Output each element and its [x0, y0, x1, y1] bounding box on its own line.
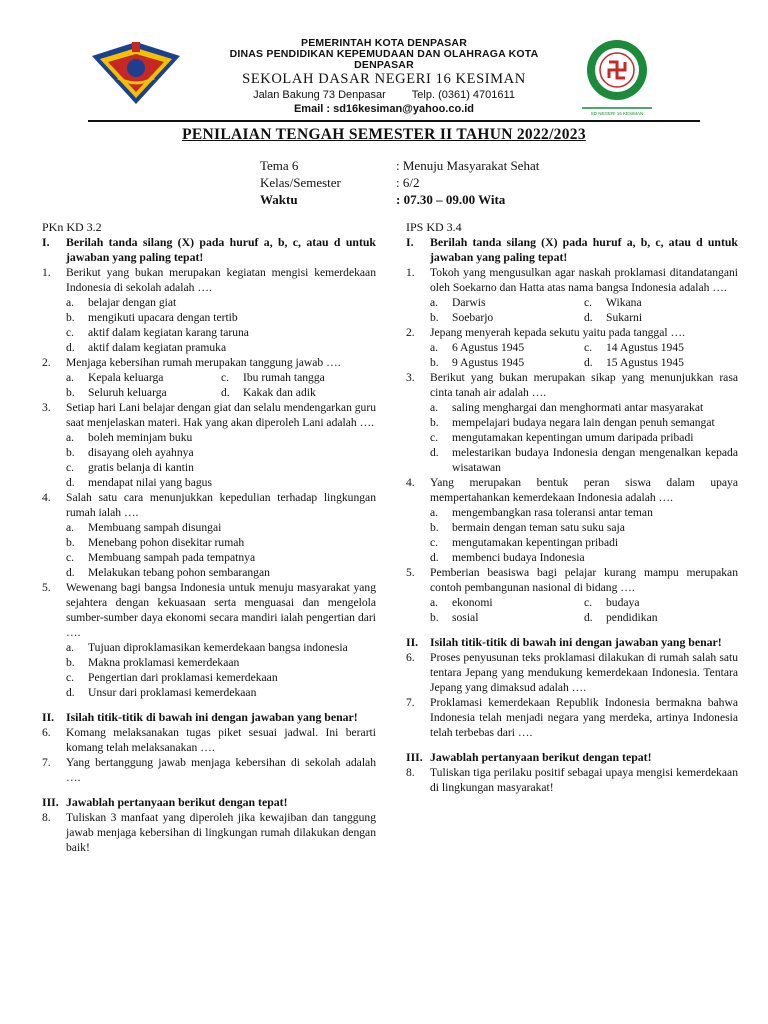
option: a. saling menghargai dan menghormati antar masyarakat [430, 400, 738, 415]
option-text: sosial [452, 611, 479, 624]
question-text: Proses penyusunan teks proklamasi dilakukan di rumah salah satu tentara Jepang yang mendukung kemerdekaan Indonesia. Tentara Jepang yang dimaksud adalah …. [430, 651, 738, 694]
option: c. gratis belanja di kantin [66, 460, 376, 475]
option: d. Unsur dari proklamasi kemerdekaan [66, 685, 376, 700]
question-number: 2. [406, 326, 415, 339]
option-text: disayang oleh ayahnya [88, 446, 194, 459]
option: a. mengembangkan rasa toleransi antar teman [430, 505, 738, 520]
info-value: : 07.30 – 09.00 Wita [396, 192, 506, 207]
question [406, 475, 738, 505]
answer-options [66, 295, 376, 355]
option-text: 15 Agustus 1945 [606, 356, 684, 369]
answer-options [430, 505, 738, 565]
question-text: Jepang menyerah kepada sekutu yaitu pada tanggal …. [430, 326, 685, 339]
info-row-time [260, 191, 539, 208]
header-divider [88, 120, 700, 122]
option: a. Membuang sampah disungai [66, 520, 376, 535]
option: d. melestarikan budaya Indonesia dengan mengenalkan kepada wisatawan [430, 446, 738, 474]
answer-options [66, 430, 376, 490]
option-text: Darwis [452, 296, 486, 309]
info-row-theme [260, 157, 539, 174]
school-logo-caption: SD NEGERI 16 KESIMAN [590, 111, 644, 116]
section-number: I. [42, 235, 50, 249]
section-instruction [406, 235, 738, 265]
question-text: Tuliskan tiga perilaku positif sebagai upaya mengisi kemerdekaan di lingkungan masyarakat! [430, 766, 738, 794]
option-text: aktif dalam kegiatan pramuka [88, 341, 227, 354]
option-text: Membuang sampah disungai [88, 521, 222, 534]
info-label: Tema 6 [260, 158, 299, 173]
section-instruction [42, 235, 376, 265]
question [406, 695, 738, 740]
question-text: Yang merupakan bentuk peran siswa dalam upaya mempertahankan kemerdekaan Indonesia adalah …. [430, 476, 738, 504]
option-text: Membuang sampah pada tempatnya [88, 551, 256, 564]
option-text: Kepala keluarga [88, 371, 164, 384]
question-text: Salah satu cara menunjukkan kepedulian terhadap lingkungan rumah ialah …. [66, 491, 376, 519]
option-text: Menebang pohon disekitar rumah [88, 536, 245, 549]
question-number: 1. [406, 266, 415, 279]
info-value: : 6/2 [396, 175, 420, 190]
section-number: I. [406, 235, 414, 249]
option: a. Darwis [430, 296, 486, 309]
option: a. Tujuan diproklamasikan kemerdekaan bangsa indonesia [66, 640, 376, 655]
option: c. mengutamakan kepentingan umum daripada pribadi [430, 430, 738, 445]
city-name: DENPASAR [354, 59, 414, 71]
agency-name: DINAS PENDIDIKAN KEPEMUDAAN DAN OLAHRAGA KOTA [229, 48, 539, 60]
question [406, 265, 738, 295]
section-number: III. [42, 795, 59, 809]
subject-heading: IPS KD 3.4 [406, 220, 462, 234]
option-text: boleh meminjam buku [88, 431, 193, 444]
option-text: ekonomi [452, 596, 493, 609]
section-text: Isilah titik-titik di bawah ini dengan jawaban yang benar! [430, 635, 722, 649]
exam-info [260, 157, 539, 208]
question [406, 765, 738, 795]
school-logo [578, 36, 656, 118]
option: c. 14 Agustus 1945 [584, 341, 684, 354]
section-text: Jawablah pertanyaan berikut dengan tepat! [430, 750, 652, 764]
option-text: Tujuan diproklamasikan kemerdekaan bangsa indonesia [88, 641, 348, 654]
option: b. Makna proklamasi kemerdekaan [66, 655, 376, 670]
section-instruction [406, 750, 738, 765]
option-text: mengutamakan kepentingan pribadi [452, 536, 619, 549]
section-text: Berilah tanda silang (X) pada huruf a, b, c, atau d untuk jawaban yang paling tepat! [66, 235, 376, 264]
question-number: 3. [406, 371, 415, 384]
question-number: 4. [406, 476, 415, 489]
question-text: Setiap hari Lani belajar dengan giat dan selalu mendengarkan guru saat menjelaskan materi. Hak yang akan diperoleh Lani adalah …. [66, 401, 377, 429]
question-number: 1. [42, 266, 51, 279]
question-number: 6. [42, 726, 51, 739]
option: b. Menebang pohon disekitar rumah [66, 535, 376, 550]
option: b. mengikuti upacara dengan tertib [66, 310, 376, 325]
letterhead-text [190, 38, 578, 117]
option-text: Soebarjo [452, 311, 494, 324]
option-text: mengutamakan kepentingan umum daripada pribadi [452, 431, 694, 444]
option: d. Kakak dan adik [221, 386, 316, 399]
option: c. Wikana [584, 296, 642, 309]
question [406, 370, 738, 400]
school-email: Email : sd16kesiman@yahoo.co.id [293, 103, 475, 115]
question-text: Proklamasi kemerdekaan Republik Indonesia bermakna bahwa Indonesia telah menjadi negara yang merdeka, artinya Indonesia telah terbebas dari …. [430, 696, 738, 739]
option: d. membenci budaya Indonesia [430, 550, 738, 565]
question-number: 7. [42, 756, 51, 769]
option: c. budaya [584, 596, 640, 609]
option-text: belajar dengan giat [88, 296, 177, 309]
option-text: gratis belanja di kantin [88, 461, 194, 474]
option: b. mempelajari budaya negara lain dengan penuh semangat [430, 415, 738, 430]
question [42, 400, 376, 430]
option: a. ekonomi [430, 596, 493, 609]
question-number: 2. [42, 356, 51, 369]
option-text: Pengertian dari proklamasi kemerdekaan [88, 671, 278, 684]
option: d. Sukarni [584, 311, 643, 324]
option: c. mengutamakan kepentingan pribadi [430, 535, 738, 550]
option-text: mengembangkan rasa toleransi antar teman [452, 506, 653, 519]
info-label: Waktu [260, 192, 298, 207]
option: d. 15 Agustus 1945 [584, 356, 684, 369]
question-number: 8. [406, 766, 415, 779]
ips-column [406, 220, 738, 795]
answer-options [66, 520, 376, 580]
question-number: 3. [42, 401, 51, 414]
option-text: membenci budaya Indonesia [452, 551, 585, 564]
question [42, 355, 376, 370]
option-text: melestarikan budaya Indonesia dengan mengenalkan kepada wisatawan [452, 446, 738, 474]
option-text: 6 Agustus 1945 [452, 341, 525, 354]
option: b. 9 Agustus 1945 [430, 356, 525, 369]
section-number: III. [406, 750, 423, 764]
question-number: 5. [406, 566, 415, 579]
question [42, 490, 376, 520]
option-text: Seluruh keluarga [88, 386, 167, 399]
question-text: Pemberian beasiswa bagi pelajar kurang mampu merupakan contoh pembangunan nasional di bidang …. [430, 566, 738, 594]
info-row-class [260, 174, 539, 191]
info-label: Kelas/Semester [260, 175, 341, 190]
denpasar-city-logo [88, 38, 184, 108]
option-text: mengikuti upacara dengan tertib [88, 311, 238, 324]
school-phone: Telp. (0361) 4701611 [411, 89, 515, 101]
question-number: 7. [406, 696, 415, 709]
option-text: mempelajari budaya negara lain dengan penuh semangat [452, 416, 715, 429]
question [42, 725, 376, 755]
government-name: PEMERINTAH KOTA DENPASAR [301, 37, 467, 49]
section-text: Berilah tanda silang (X) pada huruf a, b, c, atau d untuk jawaban yang paling tepat! [430, 235, 738, 264]
option-text: Melakukan tebang pohon sembarangan [88, 566, 270, 579]
question [42, 755, 376, 785]
answer-options [430, 595, 738, 625]
option-text: pendidikan [606, 611, 658, 624]
option: d. mendapat nilai yang bagus [66, 475, 376, 490]
school-address-line [190, 88, 578, 102]
option-text: 14 Agustus 1945 [606, 341, 684, 354]
question-text: Menjaga kebersihan rumah merupakan tanggung jawab …. [66, 356, 341, 369]
question [406, 565, 738, 595]
question-text: Berikut yang bukan merupakan kegiatan mengisi kemerdekaan Indonesia di sekolah adalah …. [66, 266, 376, 294]
option: d. pendidikan [584, 611, 658, 624]
section-instruction [42, 795, 376, 810]
section-instruction [42, 710, 376, 725]
answer-options [66, 640, 376, 700]
option: c. Membuang sampah pada tempatnya [66, 550, 376, 565]
section-number: II. [406, 635, 419, 649]
question [42, 265, 376, 295]
question-text: Berikut yang bukan merupakan sikap yang menunjukkan rasa cinta tanah air adalah …. [430, 371, 738, 399]
option-text: aktif dalam kegiatan karang taruna [88, 326, 249, 339]
option-text: Kakak dan adik [243, 386, 316, 399]
section-number: II. [42, 710, 55, 724]
question-text: Tuliskan 3 manfaat yang diperoleh jika kewajiban dan tanggung jawab menjaga kebersihan di lingkungan rumah dilakukan dengan baik! [66, 811, 376, 854]
option-text: Makna proklamasi kemerdekaan [88, 656, 240, 669]
question [406, 650, 738, 695]
question [42, 580, 376, 640]
answer-options [430, 400, 738, 475]
question-number: 4. [42, 491, 51, 504]
pkn-column [42, 220, 376, 855]
question-number: 6. [406, 651, 415, 664]
option: a. boleh meminjam buku [66, 430, 376, 445]
option: c. aktif dalam kegiatan karang taruna [66, 325, 376, 340]
question [406, 325, 738, 340]
question-text: Komang melaksanakan tugas piket sesuai jadwal. Ini berarti komang telah melaksanakan …. [66, 726, 376, 754]
school-address: Jalan Bakung 73 Denpasar [253, 89, 386, 101]
school-name: SEKOLAH DASAR NEGERI 16 KESIMAN [242, 71, 526, 87]
option-text: 9 Agustus 1945 [452, 356, 525, 369]
subject-heading: PKn KD 3.2 [42, 220, 102, 234]
option-text: Wikana [606, 296, 642, 309]
info-value: : Menuju Masyarakat Sehat [396, 158, 540, 173]
section-text: Isilah titik-titik di bawah ini dengan jawaban yang benar! [66, 710, 358, 724]
exam-title: PENILAIAN TENGAH SEMESTER II TAHUN 2022/2023 [182, 126, 586, 143]
answer-options [430, 340, 738, 370]
option: d. Melakukan tebang pohon sembarangan [66, 565, 376, 580]
question-text: Wewenang bagi bangsa Indonesia untuk menuju masyarakat yang sejahtera dengan kekuasaan serta menguasai dan mengelola sumber-sumber daya ekonomi secara mandiri ialah pengertian dari …. [66, 581, 376, 639]
answer-options [66, 370, 376, 400]
option: c. Pengertian dari proklamasi kemerdekaan [66, 670, 376, 685]
section-instruction [406, 635, 738, 650]
option: d. aktif dalam kegiatan pramuka [66, 340, 376, 355]
option: b. Seluruh keluarga [66, 386, 167, 399]
question-number: 8. [42, 811, 51, 824]
question-number: 5. [42, 581, 51, 594]
section-text: Jawablah pertanyaan berikut dengan tepat! [66, 795, 288, 809]
option: b. Soebarjo [430, 311, 494, 324]
option-text: bermain dengan teman satu suku saja [452, 521, 625, 534]
option-text: Sukarni [606, 311, 643, 324]
option: c. Ibu rumah tangga [221, 371, 325, 384]
option: b. sosial [430, 611, 479, 624]
option-text: Ibu rumah tangga [243, 371, 325, 384]
option-text: Unsur dari proklamasi kemerdekaan [88, 686, 257, 699]
option-text: mendapat nilai yang bagus [88, 476, 212, 489]
question-text: Tokoh yang mengusulkan agar naskah proklamasi ditandatangani oleh Soekarno dan Hatta atas nama bangsa Indonesia adalah …. [430, 266, 738, 294]
option-text: saling menghargai dan menghormati antar masyarakat [452, 401, 704, 414]
question [42, 810, 376, 855]
option: a. Kepala keluarga [66, 371, 164, 384]
option: a. belajar dengan giat [66, 295, 376, 310]
answer-options [430, 295, 738, 325]
option: b. bermain dengan teman satu suku saja [430, 520, 738, 535]
option: a. 6 Agustus 1945 [430, 341, 525, 354]
question-text: Yang bertanggung jawab menjaga kebersihan di sekolah adalah …. [66, 756, 376, 784]
option: b. disayang oleh ayahnya [66, 445, 376, 460]
option-text: budaya [606, 596, 640, 609]
letterhead [0, 0, 768, 120]
